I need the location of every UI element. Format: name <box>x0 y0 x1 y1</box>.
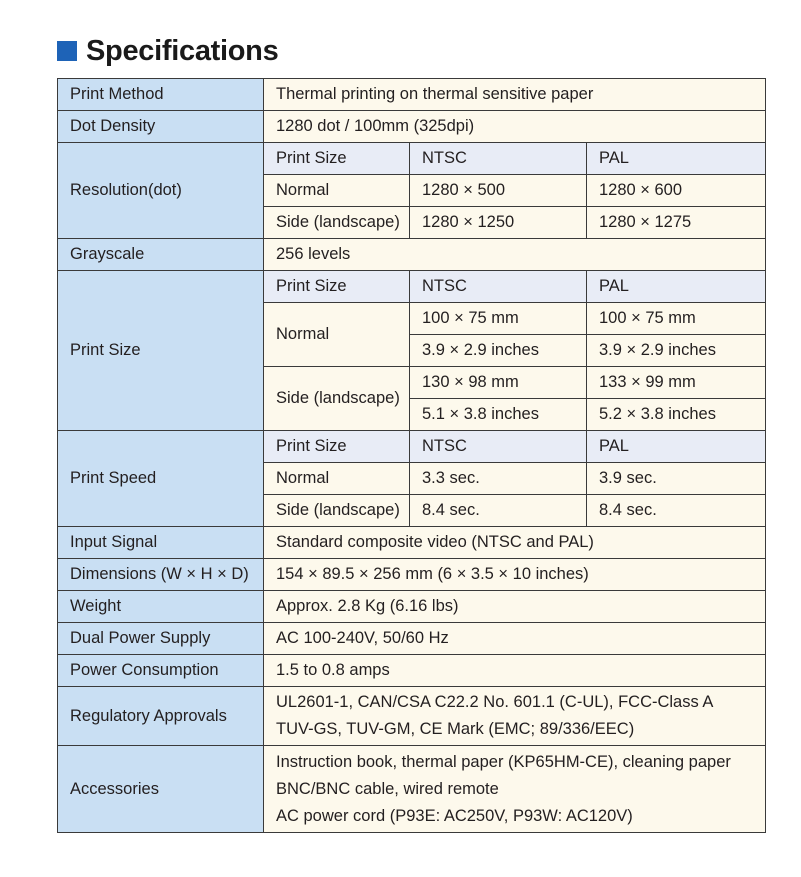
row-power-consumption <box>58 655 766 687</box>
weight-label: Weight <box>58 591 264 623</box>
dot-density-label: Dot Density <box>58 111 264 143</box>
page-title: Specifications <box>86 34 279 67</box>
print-speed-label: Print Speed <box>58 431 264 527</box>
print-speed-normal-ntsc: 3.3 sec. <box>410 463 587 495</box>
accessories-label: Accessories <box>58 746 264 833</box>
grayscale-value: 256 levels <box>264 239 766 271</box>
power-consumption-value: 1.5 to 0.8 amps <box>264 655 766 687</box>
print-size-side-ntsc-mm: 130 × 98 mm <box>410 367 587 399</box>
row-grayscale <box>58 239 766 271</box>
weight-value: Approx. 2.8 Kg (6.16 lbs) <box>264 591 766 623</box>
print-size-normal-ntsc-mm: 100 × 75 mm <box>410 303 587 335</box>
grayscale-label: Grayscale <box>58 239 264 271</box>
resolution-header-size: Print Size <box>264 143 410 175</box>
row-resolution-header <box>58 143 766 175</box>
dot-density-value: 1280 dot / 100mm (325dpi) <box>264 111 766 143</box>
input-signal-label: Input Signal <box>58 527 264 559</box>
power-supply-label: Dual Power Supply <box>58 623 264 655</box>
page-heading <box>57 33 278 69</box>
resolution-normal-ntsc: 1280 × 500 <box>410 175 587 207</box>
row-print-speed-header <box>58 431 766 463</box>
print-speed-normal-pal: 3.9 sec. <box>587 463 766 495</box>
row-print-size-header <box>58 271 766 303</box>
resolution-normal-label: Normal <box>264 175 410 207</box>
print-size-normal-pal-mm: 100 × 75 mm <box>587 303 766 335</box>
print-size-side-pal-mm: 133 × 99 mm <box>587 367 766 399</box>
accessories-line-1: Instruction book, thermal paper (KP65HM-CE), cleaning paper <box>276 752 731 771</box>
power-supply-value: AC 100-240V, 50/60 Hz <box>264 623 766 655</box>
input-signal-value: Standard composite video (NTSC and PAL) <box>264 527 766 559</box>
row-accessories <box>58 746 766 833</box>
row-regulatory <box>58 687 766 746</box>
row-weight <box>58 591 766 623</box>
row-dimensions <box>58 559 766 591</box>
resolution-side-ntsc: 1280 × 1250 <box>410 207 587 239</box>
print-speed-normal-label: Normal <box>264 463 410 495</box>
regulatory-line-1: UL2601-1, CAN/CSA C22.2 No. 601.1 (C-UL), FCC-Class A <box>276 693 714 711</box>
accessories-line-2: BNC/BNC cable, wired remote <box>276 779 499 798</box>
print-size-label: Print Size <box>58 271 264 431</box>
print-speed-header-pal: PAL <box>587 431 766 463</box>
heading-square-icon <box>57 41 77 61</box>
resolution-label: Resolution(dot) <box>58 143 264 239</box>
row-print-method <box>58 79 766 111</box>
print-size-side-ntsc-in: 5.1 × 3.8 inches <box>410 399 587 431</box>
dimensions-value: 154 × 89.5 × 256 mm (6 × 3.5 × 10 inches) <box>264 559 766 591</box>
regulatory-line-2: TUV-GS, TUV-GM, CE Mark (EMC; 89/336/EEC) <box>276 720 635 738</box>
accessories-value <box>264 746 766 833</box>
dimensions-label: Dimensions (W × H × D) <box>58 559 264 591</box>
print-size-header-size: Print Size <box>264 271 410 303</box>
resolution-header-ntsc: NTSC <box>410 143 587 175</box>
resolution-side-pal: 1280 × 1275 <box>587 207 766 239</box>
print-speed-side-ntsc: 8.4 sec. <box>410 495 587 527</box>
specifications-table <box>57 78 766 833</box>
print-speed-header-ntsc: NTSC <box>410 431 587 463</box>
print-method-label: Print Method <box>58 79 264 111</box>
print-size-normal-ntsc-in: 3.9 × 2.9 inches <box>410 335 587 367</box>
print-speed-header-size: Print Size <box>264 431 410 463</box>
print-size-normal-label: Normal <box>264 303 410 367</box>
power-consumption-label: Power Consumption <box>58 655 264 687</box>
print-size-side-label: Side (landscape) <box>264 367 410 431</box>
resolution-normal-pal: 1280 × 600 <box>587 175 766 207</box>
row-input-signal <box>58 527 766 559</box>
resolution-side-label: Side (landscape) <box>264 207 410 239</box>
print-speed-side-label: Side (landscape) <box>264 495 410 527</box>
print-size-header-pal: PAL <box>587 271 766 303</box>
print-size-side-pal-in: 5.2 × 3.8 inches <box>587 399 766 431</box>
print-speed-side-pal: 8.4 sec. <box>587 495 766 527</box>
print-method-value: Thermal printing on thermal sensitive paper <box>264 79 766 111</box>
print-size-normal-pal-in: 3.9 × 2.9 inches <box>587 335 766 367</box>
regulatory-label: Regulatory Approvals <box>58 687 264 746</box>
row-dot-density <box>58 111 766 143</box>
resolution-header-pal: PAL <box>587 143 766 175</box>
print-size-header-ntsc: NTSC <box>410 271 587 303</box>
row-power-supply <box>58 623 766 655</box>
regulatory-value <box>264 687 766 746</box>
accessories-line-3: AC power cord (P93E: AC250V, P93W: AC120V) <box>276 806 633 825</box>
